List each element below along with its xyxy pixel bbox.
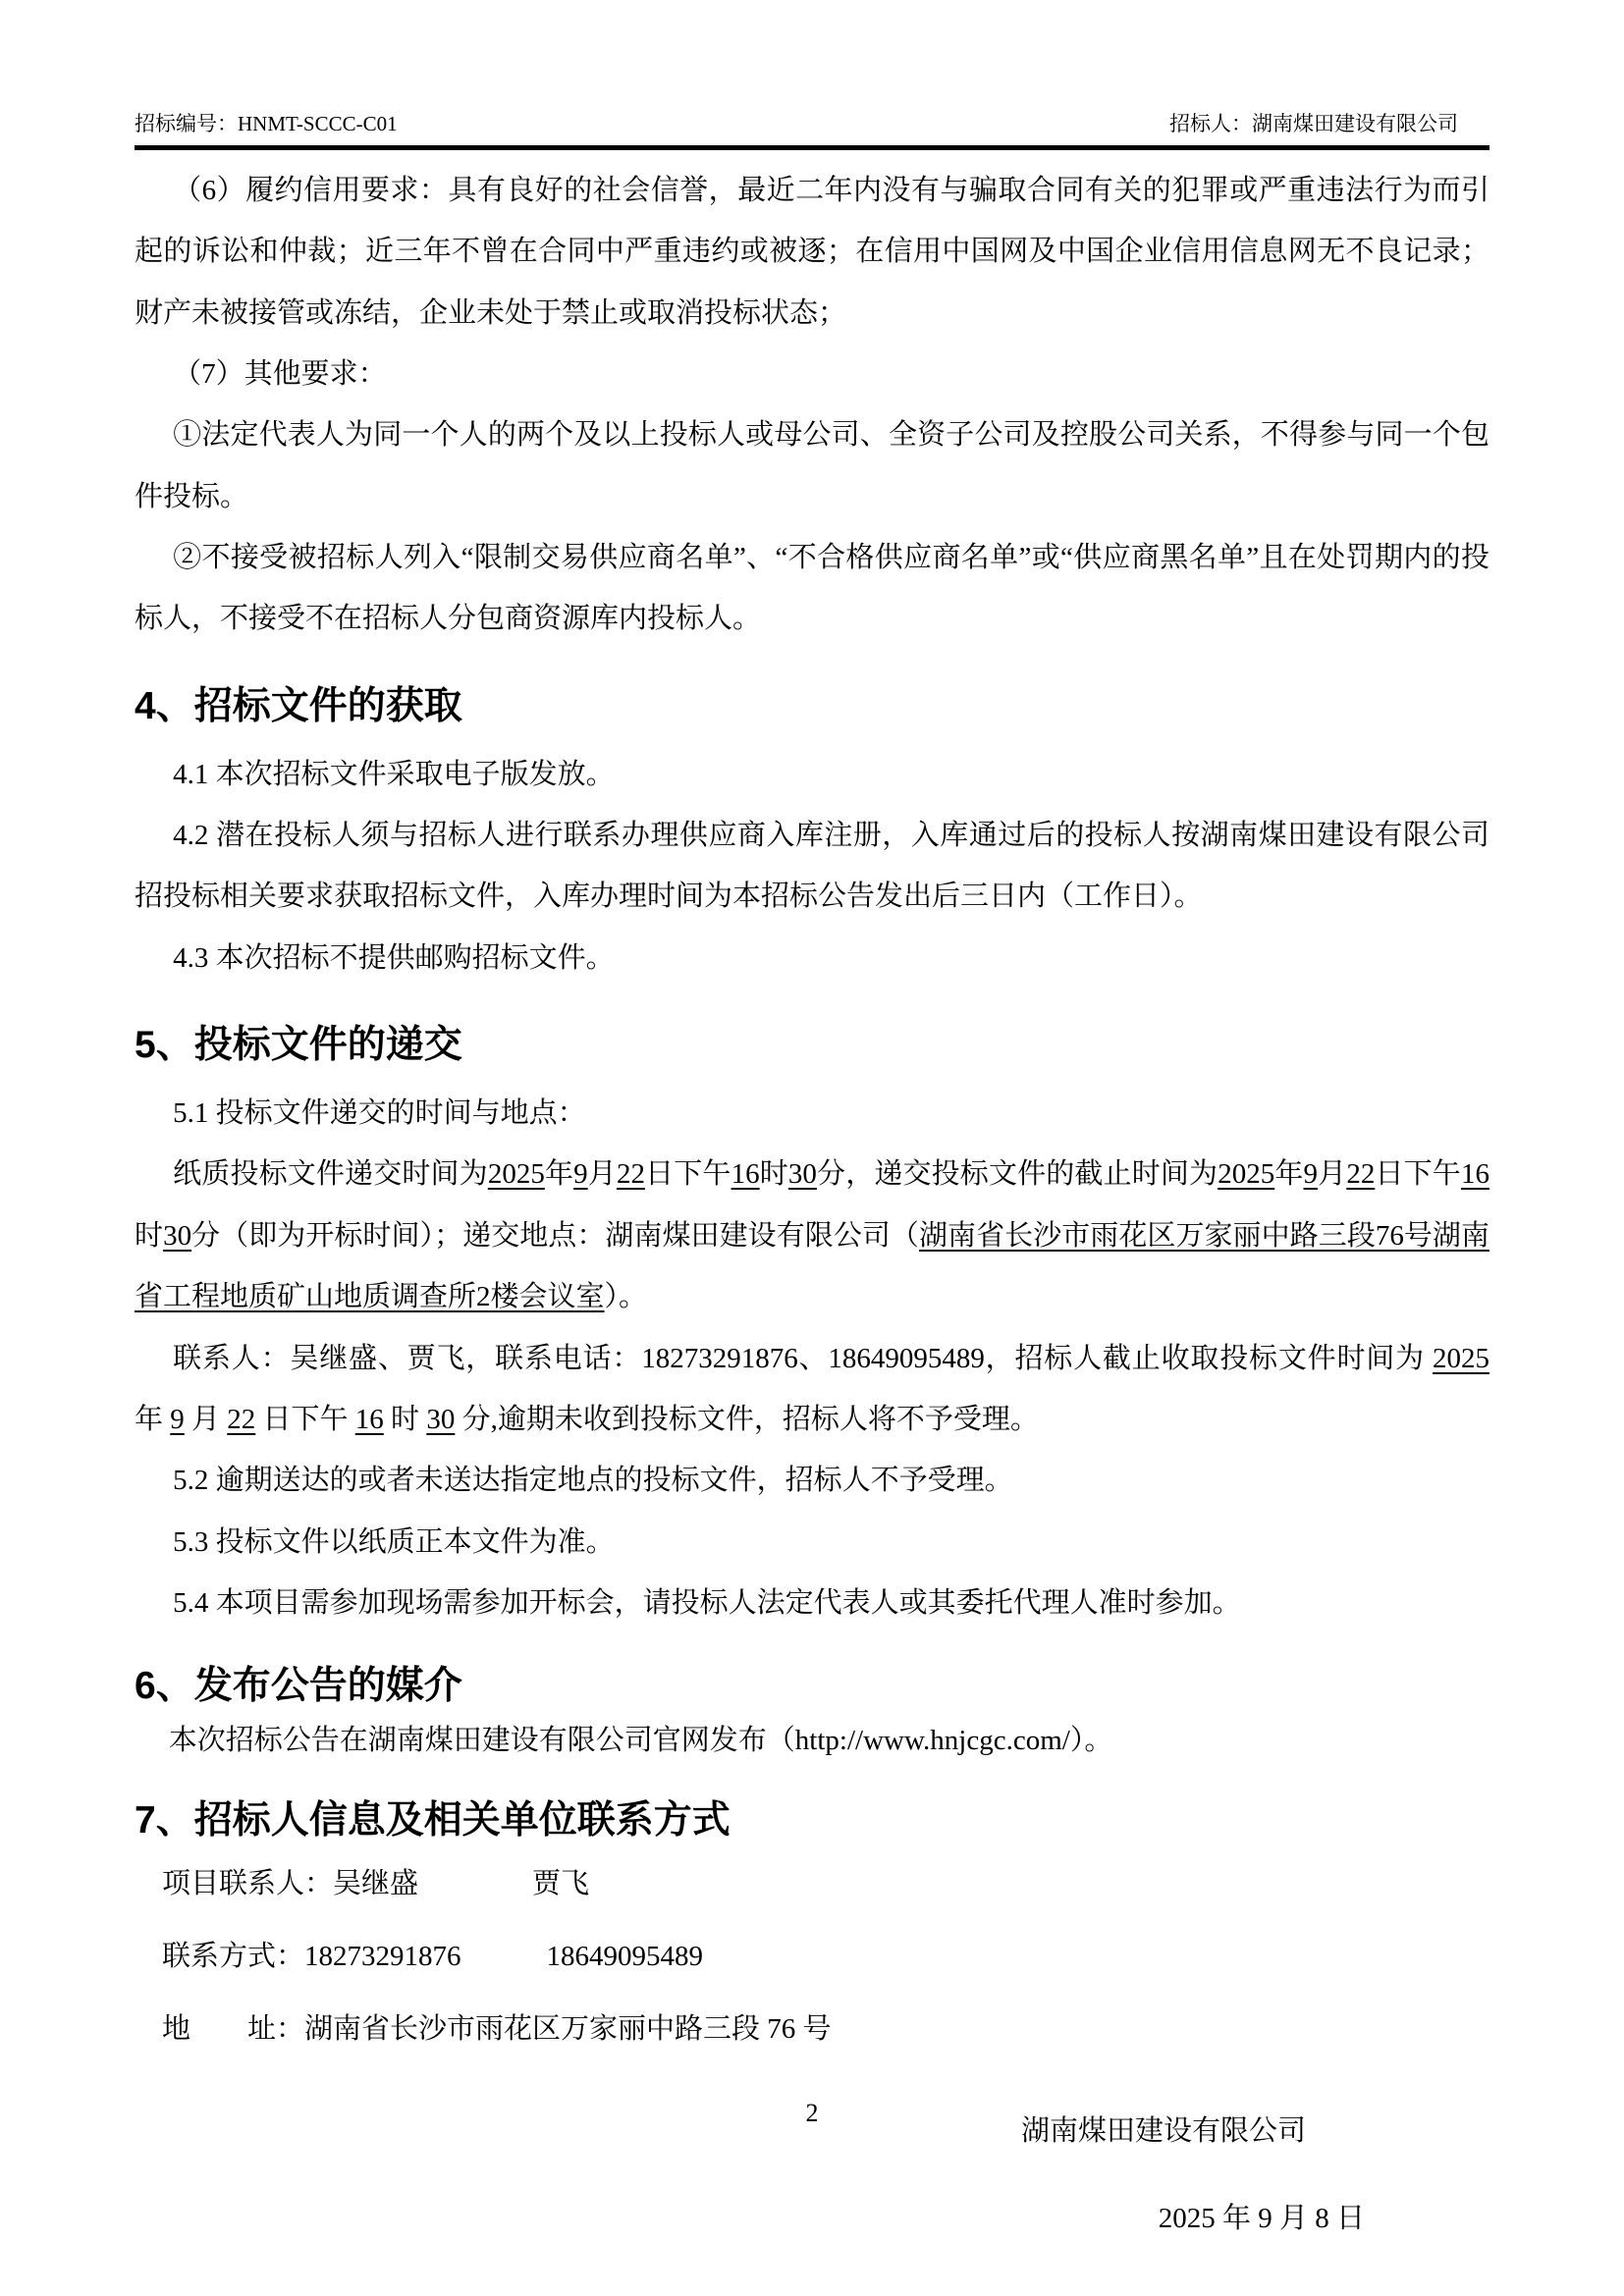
paragraph-5-contacts: 联系人：吴继盛、贾飞，联系电话：18273291876、18649095489，招标人截止收取投标文件时间为 2025 年 9 月 22 日下午 16 时 30 分,逾期未收到投标文件，招标人将不予受理。	[135, 1342, 1489, 1435]
bid-number: 招标编号：HNMT-SCCC-C01	[135, 112, 398, 135]
section-7-heading: 7、招标人信息及相关单位联系方式	[135, 1799, 731, 1842]
bidder-name: 招标人：湖南煤田建设有限公司	[1169, 112, 1458, 135]
paragraph-5-3: 5.3 投标文件以纸质正本文件为准。	[173, 1525, 615, 1558]
paragraph-legal-rep-rule: ①法定代表人为同一个人的两个及以上投标人或母公司、全资子公司及控股公司关系，不得参与同一个包件投标。	[135, 419, 1489, 512]
paragraph-6-media: 本次招标公告在湖南煤田建设有限公司官网发布（http://www.hnjcgc.com/）。	[168, 1725, 1113, 1757]
paragraph-other-requirements: （7）其他要求：	[173, 358, 387, 391]
paragraph-credit-requirement: （6）履约信用要求：具有良好的社会信誉，最近二年内没有与骗取合同有关的犯罪或严重违法行为而引起的诉讼和仲裁；近三年不曾在合同中严重违约或被逐；在信用中国网及中国企业信用信息网无不良记录；财产未被接管或冻结，企业未处于禁止或取消投标状态；	[135, 175, 1489, 329]
paragraph-5-submission-time: 纸质投标文件递交时间为2025年9月22日下午16时30分，递交投标文件的截止时间为2025年9月22日下午16时30分（即为开标时间）；递交地点：湖南煤田建设有限公司（湖南省长沙市雨花区万家丽中路三段76号湖南省工程地质矿山地质调查所2楼会议室）。	[135, 1158, 1489, 1313]
page-number: 2	[805, 2099, 819, 2127]
signature-company: 湖南煤田建设有限公司	[1020, 2115, 1306, 2148]
paragraph-4-1: 4.1 本次招标文件采取电子版发放。	[173, 758, 615, 790]
paragraph-blacklist-rule: ②不接受被招标人列入“限制交易供应商名单”、“不合格供应商名单”或“供应商黑名单”且在处罚期内的投标人，不接受不在招标人分包商资源库内投标人。	[135, 542, 1489, 635]
section-4-heading: 4、招标文件的获取	[135, 684, 462, 727]
document-content	[135, 0, 1489, 2249]
paragraph-5-1: 5.1 投标文件递交的时间与地点：	[173, 1097, 586, 1130]
paragraph-4-2: 4.2 潜在投标人须与招标人进行联系办理供应商入库注册，入库通过后的投标人按湖南煤田建设有限公司招投标相关要求获取招标文件，入库办理时间为本招标公告发出后三日内（工作日）。	[135, 820, 1489, 913]
document-header	[135, 108, 1489, 150]
contact-phone-line: 联系方式：18273291876 18649095489	[162, 1941, 704, 1973]
paragraph-4-3: 4.3 本次招标不提供邮购招标文件。	[173, 941, 615, 974]
contact-address-line: 地 址：湖南省长沙市雨花区万家丽中路三段 76 号	[162, 2013, 832, 2046]
section-6-heading: 6、发布公告的媒介	[135, 1665, 462, 1708]
section-5-heading: 5、投标文件的递交	[135, 1024, 462, 1067]
paragraph-5-4: 5.4 本项目需参加现场需参加开标会，请投标人法定代表人或其委托代理人准时参加。	[173, 1586, 1241, 1619]
paragraph-5-2: 5.2 逾期送达的或者未送达指定地点的投标文件，招标人不予受理。	[173, 1465, 1013, 1497]
signature-date: 2025 年 9 月 8 日	[1158, 2203, 1365, 2235]
contact-person-line: 项目联系人：吴继盛 贾飞	[162, 1868, 590, 1900]
